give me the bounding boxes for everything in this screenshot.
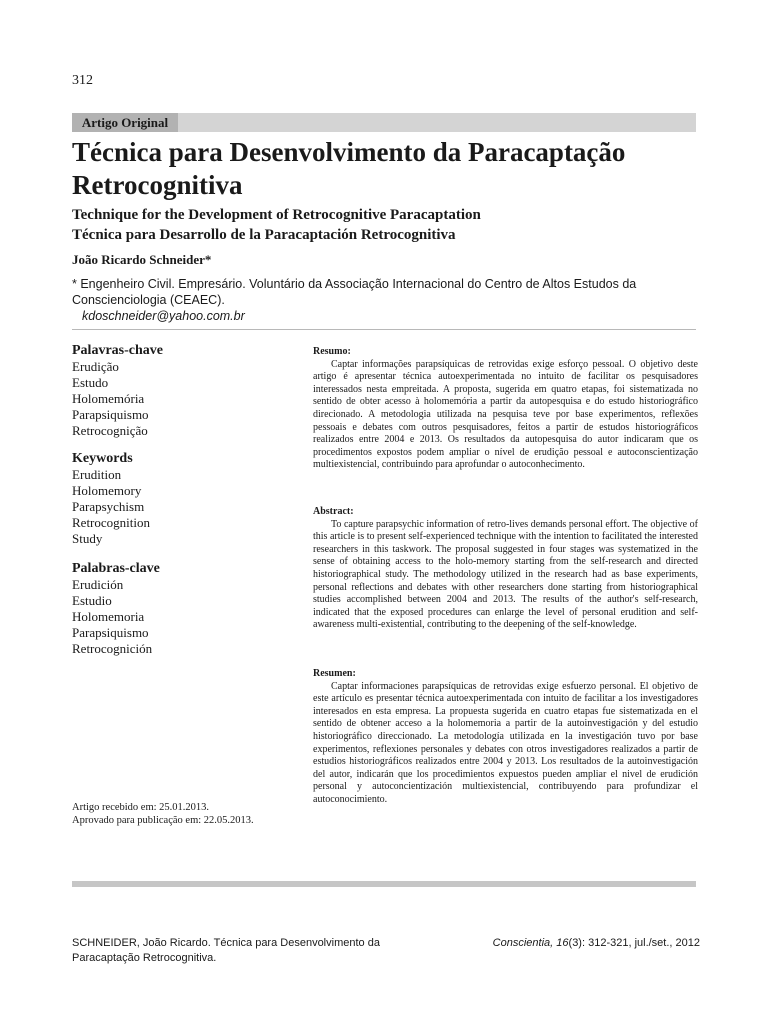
approved-date: Aprovado para publicação em: 22.05.2013.: [72, 815, 254, 826]
keyword-item: Holomemoria: [72, 609, 145, 624]
abstract-text: To capture parapsychic information of retro-lives demands personal effort. The objective of this article is to present self-experienced technique with the intention to facilitated the interested researchers in this taskwork. The proposal suggested in four stages was systematized in the sense of obtaining access to the holo-memory starting from the self-research and directed historiographical study. The methodology utilized in the research had as base experiments, personal reflections and debates with other researchers done starting from historiographical studies accomplished between 2004 and 2013. The results of the author's self-research, indicated that the exposed procedures can enlarge the level of personal erudition and self-awareness multi-existential, contributing to the deepening of the self-knowledge.: [313, 518, 698, 631]
abstract-spanish: [313, 668, 698, 807]
subtitle-spanish: Técnica para Desarrollo de la Paracaptación Retrocognitiva: [72, 227, 456, 243]
keyword-item: Parapsiquismo: [72, 407, 149, 422]
journal-name: Conscientia,: [492, 937, 554, 949]
footer-divider: [72, 881, 696, 887]
abstract-text: Captar informações parapsíquicas de retrovidas exige esforço pessoal. O objetivo deste artigo é apresentar técnica autoexperimentada no intuito de facilitar os pesquisadores interessados nesta empreitada. A proposta, sugerida em quatro etapas, foi sistematizada no sentido de obter acesso à holomemória a partir da autopesquisa e do estudo historiográfico direcionado. A metodologia utilizada na pesquisa teve por base experimentos, reflexões pessoais e debates com outros pesquisadores, feitos a partir de estudos historiográficos realizados entre 2004 e 2013. Os resultados da autopesquisa do autor indicaram que os procedimentos expostos podem ampliar o nível de erudição pessoal e autoconscientização multiexistencial, contribuindo para aprofundar o autoconhecimento.: [313, 358, 698, 471]
keywords-heading: Palabras-clave: [72, 561, 160, 576]
author-email[interactable]: kdoschneider@yahoo.com.br: [82, 309, 245, 323]
keywords-heading: Palavras-chave: [72, 343, 163, 358]
page-number: 312: [72, 73, 93, 88]
keyword-item: Study: [72, 531, 103, 546]
keyword-item: Estudio: [72, 593, 112, 608]
keyword-item: Estudo: [72, 375, 109, 390]
journal-issue-pages: (3): 312-321, jul./set., 2012: [568, 937, 700, 949]
keywords-portuguese: [72, 343, 282, 439]
author-affiliation: * Engenheiro Civil. Empresário. Voluntário da Associação Internacional do Centro de Altos Estudos da Conscienciologia (CEAEC).: [72, 277, 637, 307]
author-name: João Ricardo Schneider*: [72, 252, 212, 267]
keywords-english: [72, 451, 282, 547]
received-date: Artigo recebido em: 25.01.2013.: [72, 802, 210, 813]
section-tag: Artigo Original: [72, 113, 178, 132]
abstract-heading: Resumen:: [313, 668, 356, 679]
keyword-item: Erudition: [72, 467, 122, 482]
abstract-text: Captar informaciones parapsíquicas de retrovidas exige esfuerzo personal. El objetivo de este artículo es presentar técnica autoexperimentada con intuito de facilitar a los investigadores interesados en esta empresa. La propuesta sugerida en cuatro etapas fue sistematizada en el sentido de obtener acceso a la holomemoria a partir de la autoinvestigación y del estudio historiográfico direccionado. La metodología utilizada en la investigación tuvo por base experimentos, reflexiones personales y debates con otros investigadores realizados a partir de estudios historiográficos realizados entre 2004 y 2013. Los resultados de la autoinvestigación del autor, indicarán que los procedimientos expuestos pueden ampliar el nivel de erudición personal y autoconcientización multiexistencial, contribuyendo para profundizar el autoconocimiento.: [313, 680, 698, 805]
journal-reference: [472, 936, 700, 951]
abstract-portuguese: [313, 346, 698, 472]
keyword-item: Retrocognition: [72, 515, 150, 530]
keyword-item: Erudición: [72, 577, 124, 592]
abstract-english: [313, 506, 698, 632]
keyword-item: Parapsiquismo: [72, 625, 149, 640]
header-divider: [72, 329, 696, 330]
keywords-spanish: [72, 561, 282, 657]
subtitle-english: Technique for the Development of Retrocognitive Paracaptation: [72, 207, 481, 223]
keyword-item: Holomemory: [72, 483, 142, 498]
keyword-item: Retrocognição: [72, 423, 148, 438]
keywords-heading: Keywords: [72, 451, 133, 466]
journal-volume: 16: [556, 937, 569, 949]
keyword-item: Parapsychism: [72, 499, 145, 514]
abstract-heading: Resumo:: [313, 346, 351, 357]
submission-dates: [72, 801, 302, 827]
article-title: Técnica para Desenvolvimento da Paracaptação Retrocognitiva: [72, 137, 626, 200]
keyword-item: Erudição: [72, 359, 119, 374]
citation: SCHNEIDER, João Ricardo. Técnica para Desenvolvimento da Paracaptação Retrocognitiva.: [72, 937, 380, 964]
keyword-item: Holomemória: [72, 391, 145, 406]
abstract-heading: Abstract:: [313, 506, 354, 517]
keyword-item: Retrocognición: [72, 641, 153, 656]
